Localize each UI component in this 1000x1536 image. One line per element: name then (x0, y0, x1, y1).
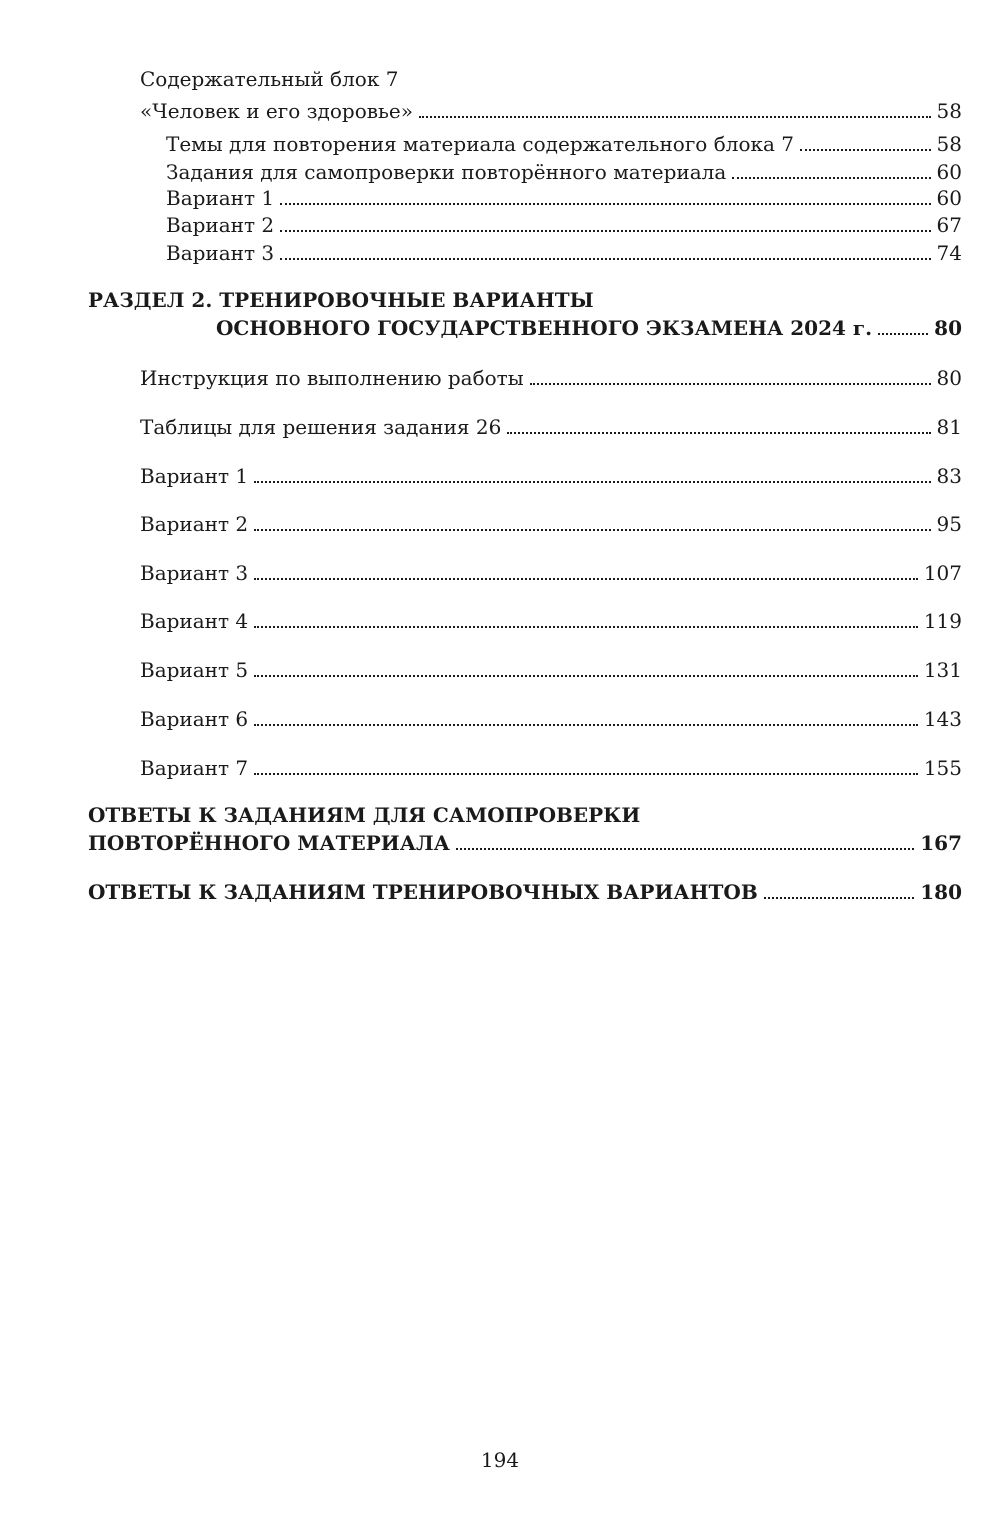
toc-entry-label: ПОВТОРЁННОГО МАТЕРИАЛА (88, 831, 450, 855)
dot-leader (254, 481, 930, 483)
dot-leader (280, 258, 930, 260)
dot-leader (280, 230, 930, 232)
dot-leader (254, 773, 918, 775)
toc-entry-tables[interactable] (140, 414, 962, 440)
toc-entry-exam-variant-4[interactable] (140, 608, 962, 634)
toc-entry-label: Вариант 5 (140, 658, 249, 682)
dot-leader (732, 177, 930, 179)
toc-entry-label: Содержательный блок 7 (140, 67, 399, 91)
toc-entry-block7-variant-3[interactable] (166, 240, 962, 266)
toc-entry-section2[interactable] (216, 315, 962, 341)
dot-leader (764, 897, 915, 899)
toc-page-number: 58 (936, 132, 962, 156)
dot-leader (254, 724, 918, 726)
toc-entry-label: ОТВЕТЫ К ЗАДАНИЯМ ТРЕНИРОВОЧНЫХ ВАРИАНТОВ (88, 880, 758, 904)
toc-page-number: 131 (923, 658, 962, 682)
dot-leader (800, 149, 931, 151)
toc-page-number: 60 (936, 160, 962, 184)
toc-page-number: 80 (936, 366, 962, 390)
toc-entry-label: Вариант 4 (140, 609, 249, 633)
toc-entry-label: Темы для повторения материала содержательного блока 7 (166, 132, 794, 156)
toc-entry-exam-variant-7[interactable] (140, 755, 962, 781)
toc-entry-label: Вариант 2 (140, 512, 249, 536)
toc-entry-label: РАЗДЕЛ 2. ТРЕНИРОВОЧНЫЕ ВАРИАНТЫ (88, 288, 594, 312)
toc-entry-block7-variant-1[interactable] (166, 185, 962, 211)
dot-leader (254, 675, 918, 677)
toc-page-number: 81 (936, 415, 962, 439)
page-number: 194 (480, 1448, 520, 1472)
toc-page-number: 180 (920, 880, 962, 904)
toc-entry-block7-topics[interactable] (166, 131, 962, 157)
dot-leader (530, 383, 931, 385)
toc-page-number: 74 (936, 241, 962, 265)
toc-entry-label: Вариант 7 (140, 756, 249, 780)
toc-entry-block7-tasks[interactable] (166, 159, 962, 185)
toc-entry-label: «Человек и его здоровье» (140, 99, 413, 123)
toc-entry-block7-title[interactable] (140, 98, 962, 124)
toc-page-number: 83 (936, 464, 962, 488)
toc-page-number: 67 (936, 213, 962, 237)
toc-page-number: 119 (923, 609, 962, 633)
toc-page-number: 60 (936, 186, 962, 210)
dot-leader (254, 529, 930, 531)
toc-block7-heading (140, 66, 398, 92)
dot-leader (456, 848, 914, 850)
toc-entry-label: Инструкция по выполнению работы (140, 366, 524, 390)
toc-entry-label: ОТВЕТЫ К ЗАДАНИЯМ ДЛЯ САМОПРОВЕРКИ (88, 803, 641, 827)
toc-entry-answers-train[interactable] (88, 879, 962, 905)
dot-leader (507, 432, 930, 434)
toc-page-number: 95 (936, 512, 962, 536)
toc-entry-instruction[interactable] (140, 365, 962, 391)
toc-page-number: 143 (923, 707, 962, 731)
toc-entry-label: Вариант 1 (166, 186, 275, 210)
toc-page-number: 107 (923, 561, 962, 585)
dot-leader (280, 203, 930, 205)
dot-leader (254, 578, 918, 580)
toc-entry-exam-variant-2[interactable] (140, 511, 962, 537)
dot-leader (419, 116, 931, 118)
toc-page-number: 58 (936, 99, 962, 123)
dot-leader (254, 626, 918, 628)
toc-entry-answers-self[interactable] (88, 830, 962, 856)
toc-entry-exam-variant-1[interactable] (140, 463, 962, 489)
toc-entry-label: Вариант 1 (140, 464, 249, 488)
toc-entry-label: Таблицы для решения задания 26 (140, 415, 502, 439)
toc-entry-exam-variant-6[interactable] (140, 706, 962, 732)
toc-answers-self-heading (88, 802, 640, 828)
toc-entry-label: Задания для самопроверки повторённого материала (166, 160, 727, 184)
toc-entry-label: Вариант 3 (166, 241, 275, 265)
toc-page-number: 167 (920, 831, 962, 855)
toc-entry-block7-variant-2[interactable] (166, 212, 962, 238)
toc-entry-label: Вариант 3 (140, 561, 249, 585)
dot-leader (878, 333, 928, 335)
toc-page-number: 155 (923, 756, 962, 780)
toc-section2-heading (88, 287, 594, 313)
toc-entry-label: ОСНОВНОГО ГОСУДАРСТВЕННОГО ЭКЗАМЕНА 2024 г. (216, 316, 873, 340)
toc-entry-exam-variant-5[interactable] (140, 657, 962, 683)
toc-entry-exam-variant-3[interactable] (140, 560, 962, 586)
toc-entry-label: Вариант 6 (140, 707, 249, 731)
toc-page-number: 80 (934, 316, 962, 340)
toc-entry-label: Вариант 2 (166, 213, 275, 237)
